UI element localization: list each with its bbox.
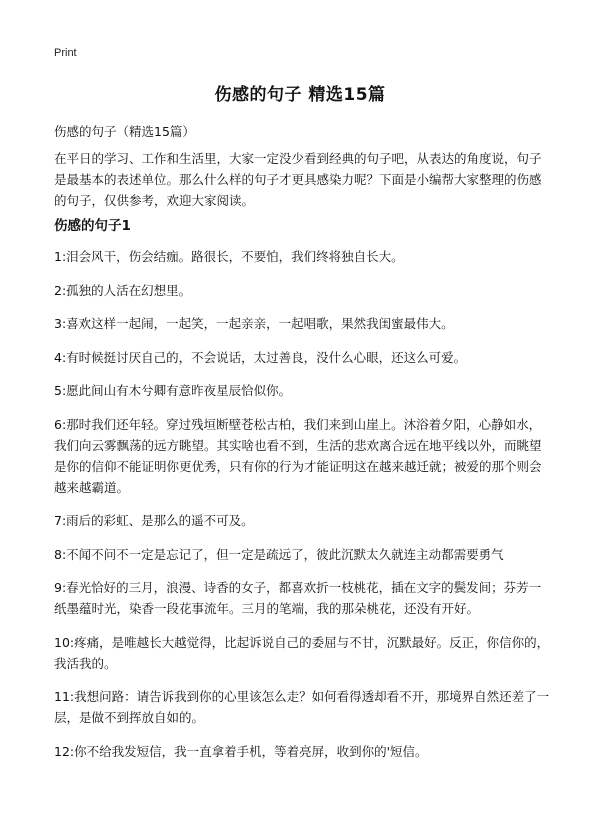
list-item: 4:有时候挺讨厌自己的，不会说话，太过善良，没什么心眼，还这么可爱。 — [54, 349, 467, 365]
sentence-list — [54, 246, 550, 774]
print-label: Print — [54, 47, 77, 59]
list-item: 2:孤独的人活在幻想里。 — [54, 282, 192, 298]
page-title: 伤感的句子 精选15篇 — [214, 85, 386, 105]
section-heading: 伤感的句子1 — [54, 218, 131, 234]
list-item: 8:不闻不问不一定是忘记了，但一定是疏远了，彼此沉默太久就连主动都需要勇气 — [54, 546, 504, 562]
list-item: 3:喜欢这样一起闹，一起笑，一起亲亲，一起唱歌，果然我闺蜜最伟大。 — [54, 316, 454, 331]
list-item: 1:泪会风干，伤会结痂。路很长，不要怕，我们终将独自长大。 — [54, 249, 404, 264]
list-item: 10:疼痛，是唯越长大越觉得，比起诉说自己的委屈与不甘，沉默最好。反正，你信你的，我活我的。 — [54, 634, 550, 671]
list-item: 5:愿此间山有木兮卿有意昨夜星辰恰似你。 — [54, 383, 292, 398]
document-subtitle: 伤感的句子（精选15篇） — [54, 124, 195, 139]
list-item: 6:那时我们还年轻。穿过残垣断壁苍松古柏，我们来到山崖上。沐浴着夕阳，心静如水，我们向云雾飘荡的远方眺望。其实啥也看不到，生活的悲欢离合远在地平线以外，而眺望是你的信仰不能证明你更优秀，只有你的行为才能证明这在越来越迁就；被爱的那个则会越来越霸道。 — [54, 416, 542, 495]
list-item: 7:雨后的彩虹、是那么的遥不可及。 — [54, 513, 254, 528]
list-item: 9:春光恰好的三月，浪漫、诗香的女子，都喜欢折一枝桃花，插在文字的鬓发间；芬芳一纸墨蕴时光，染香一段花事流年。三月的笔端，我的那朵桃花，还没有开好。 — [54, 580, 542, 616]
intro-paragraph: 在平日的学习、工作和生活里，大家一定没少看到经典的句子吧，从表达的角度说，句子是最基本的表述单位。那么什么样的句子才更具感染力呢？下面是小编帮大家整理的伤感的句子，仅供参考，欢迎大家阅读。 — [54, 151, 542, 208]
list-item: 11:我想问路：请告诉我到你的心里该怎么走？如何看得透却看不开，那境界自然还差了一层，是做不到挥放自如的。 — [54, 689, 550, 725]
list-item: 12:你不给我发短信，我一直拿着手机，等着亮屏，收到你的'短信。 — [54, 743, 428, 759]
